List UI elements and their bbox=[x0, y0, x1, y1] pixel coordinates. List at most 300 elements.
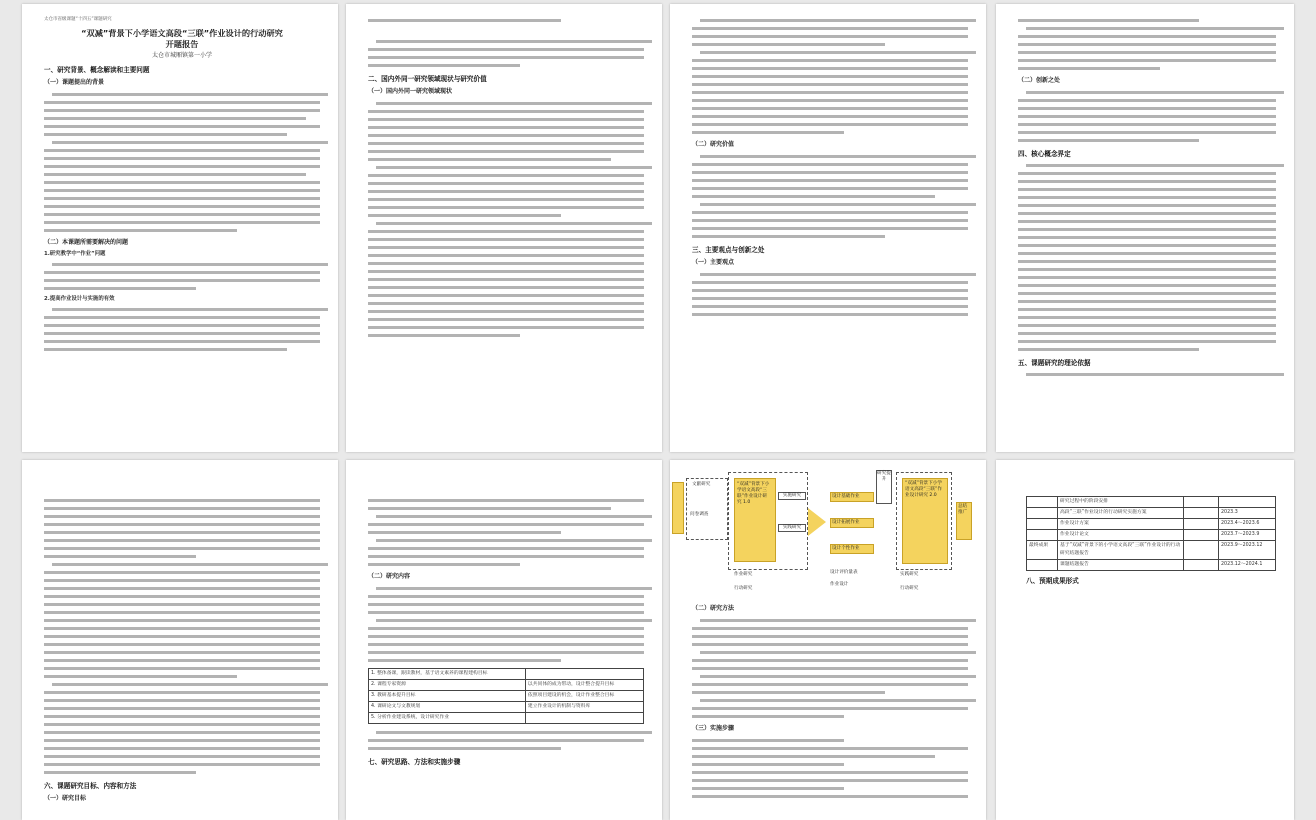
text-line bbox=[368, 496, 644, 504]
text-line bbox=[44, 720, 320, 728]
text-line bbox=[1018, 313, 1276, 321]
subsection-heading: （三）实施步骤 bbox=[692, 725, 735, 732]
text-line bbox=[368, 528, 644, 536]
text-line bbox=[692, 616, 968, 624]
text-line bbox=[692, 640, 968, 648]
text-line bbox=[44, 313, 320, 321]
text-line bbox=[44, 218, 320, 226]
text-line bbox=[44, 624, 320, 632]
text-line bbox=[44, 162, 320, 170]
text-line bbox=[368, 307, 644, 315]
text-line bbox=[368, 648, 644, 656]
text-line bbox=[44, 321, 320, 329]
doc-author: 太仓市城厢镇第一小学 bbox=[151, 52, 212, 59]
table-cell: 基于“双减”背景下的小学语文高段“三联”作业设计的行动研究结题报告 bbox=[1058, 541, 1184, 560]
text-line bbox=[692, 688, 968, 696]
text-line bbox=[44, 752, 320, 760]
text-line bbox=[44, 632, 320, 640]
text-line bbox=[368, 219, 644, 227]
table-cell: 5. 分析作业建设系统，设计研究作业 bbox=[369, 713, 526, 724]
table-row bbox=[1027, 541, 1276, 560]
section-heading: 四、核心概念界定 bbox=[1018, 150, 1071, 158]
text-line bbox=[1018, 233, 1276, 241]
flow-diagram bbox=[670, 468, 986, 598]
text-line bbox=[692, 40, 968, 48]
table-row bbox=[1027, 530, 1276, 541]
text-line bbox=[368, 267, 644, 275]
text-line bbox=[368, 123, 644, 131]
table-cell bbox=[1184, 497, 1219, 508]
text-line bbox=[1018, 265, 1276, 273]
text-line bbox=[1018, 48, 1276, 56]
table-row bbox=[1027, 560, 1276, 571]
text-line bbox=[368, 155, 644, 163]
text-line bbox=[368, 107, 644, 115]
text-line bbox=[44, 226, 320, 234]
table-cell: 1. 整体备课，跟读教材，基于语文素养的课程建构目标 bbox=[369, 669, 526, 680]
text-line bbox=[44, 178, 320, 186]
text-line bbox=[368, 736, 644, 744]
text-line bbox=[44, 592, 320, 600]
text-line bbox=[368, 211, 644, 219]
text-line bbox=[368, 299, 644, 307]
document-page-2 bbox=[346, 4, 662, 452]
text-line bbox=[692, 200, 968, 208]
text-line bbox=[368, 640, 644, 648]
text-line bbox=[44, 154, 320, 162]
text-line bbox=[368, 251, 644, 259]
text-line bbox=[368, 37, 644, 45]
text-line bbox=[44, 576, 320, 584]
text-line bbox=[44, 616, 320, 624]
text-line bbox=[44, 672, 320, 680]
text-line bbox=[368, 131, 644, 139]
diagram-bottom-label: 设计评价量表 bbox=[830, 570, 858, 575]
document-page-6 bbox=[346, 460, 662, 820]
text-line bbox=[368, 560, 644, 568]
text-line bbox=[44, 186, 320, 194]
diagram-bottom-label: 作业研究 bbox=[734, 572, 753, 577]
table-row bbox=[1027, 519, 1276, 530]
text-line bbox=[1018, 64, 1276, 72]
text-line bbox=[1018, 370, 1276, 378]
table-cell: 最终成果 bbox=[1027, 541, 1058, 560]
item-heading: 1.研究教学中“作业”问题 bbox=[44, 251, 106, 257]
text-line bbox=[368, 584, 644, 592]
text-line bbox=[1018, 24, 1276, 32]
text-line bbox=[44, 504, 320, 512]
content-table bbox=[368, 668, 644, 724]
text-line bbox=[692, 96, 968, 104]
text-line bbox=[692, 16, 968, 24]
text-line bbox=[692, 776, 968, 784]
text-line bbox=[44, 106, 320, 114]
diagram-mid-item: 实践研究 bbox=[778, 524, 806, 532]
text-line bbox=[368, 315, 644, 323]
text-line bbox=[692, 176, 968, 184]
document-page-8 bbox=[996, 460, 1294, 820]
diagram-mid-item: 实施研究 bbox=[778, 492, 806, 500]
text-line bbox=[692, 712, 968, 720]
table-cell: 依照项目建设的机会，设计作业整合目标 bbox=[525, 691, 643, 702]
text-line bbox=[1018, 337, 1276, 345]
subsection-heading: （一）主要观点 bbox=[692, 259, 735, 266]
text-line bbox=[44, 284, 320, 292]
diagram-center-text: “双减”背景下小学语文高段“三联”作业设计研究 1.0 bbox=[737, 482, 770, 505]
text-line bbox=[368, 600, 644, 608]
table-cell: 建立作业设计的机制与资料库 bbox=[525, 702, 643, 713]
section-heading: 六、课题研究目标、内容和方法 bbox=[44, 782, 137, 790]
text-line bbox=[368, 171, 644, 179]
text-line bbox=[1018, 185, 1276, 193]
text-line bbox=[368, 115, 644, 123]
text-line bbox=[1018, 281, 1276, 289]
document-page-1 bbox=[22, 4, 338, 452]
text-line bbox=[44, 536, 320, 544]
text-line bbox=[1018, 329, 1276, 337]
table-cell bbox=[525, 713, 643, 724]
text-line bbox=[44, 696, 320, 704]
text-line bbox=[692, 56, 968, 64]
text-line bbox=[44, 337, 320, 345]
text-line bbox=[368, 195, 644, 203]
subsection-heading: （一）课题提出的背景 bbox=[44, 79, 105, 86]
table-row bbox=[369, 691, 644, 702]
diagram-left-group bbox=[686, 478, 728, 540]
table-cell bbox=[1027, 530, 1058, 541]
item-heading bbox=[368, 27, 644, 35]
text-line bbox=[1018, 305, 1276, 313]
diagram-bottom-label: 行动研究 bbox=[734, 586, 753, 591]
document-page-7 bbox=[670, 460, 986, 820]
text-line bbox=[44, 688, 320, 696]
section-heading: 五、课题研究的理论依据 bbox=[1018, 359, 1091, 367]
text-line bbox=[368, 744, 644, 752]
text-line bbox=[1018, 16, 1276, 24]
text-line bbox=[692, 128, 968, 136]
text-line bbox=[44, 138, 320, 146]
text-line bbox=[692, 184, 968, 192]
text-line bbox=[368, 552, 644, 560]
text-line bbox=[368, 616, 644, 624]
text-line bbox=[44, 544, 320, 552]
diagram-right-item: 设计基础作业 bbox=[830, 492, 874, 502]
text-line bbox=[692, 294, 968, 302]
table-cell bbox=[1219, 497, 1276, 508]
table-row bbox=[369, 702, 644, 713]
subsection-heading: （二）研究方法 bbox=[692, 605, 735, 612]
diagram-arrow bbox=[808, 508, 826, 536]
text-line bbox=[692, 696, 968, 704]
text-line bbox=[44, 305, 320, 313]
page-header: 太仓市省级课题“十四五”课题研究 bbox=[44, 17, 112, 22]
table-row bbox=[369, 713, 644, 724]
text-line bbox=[44, 608, 320, 616]
text-line bbox=[44, 496, 320, 504]
diagram-bottom-label: 实践研究 bbox=[900, 572, 919, 577]
text-line bbox=[44, 656, 320, 664]
table-cell: 以共同体的成为带动，设计整合提升目标 bbox=[525, 680, 643, 691]
diagram-top-right: 研究提升 bbox=[876, 470, 892, 504]
text-line bbox=[692, 744, 968, 752]
text-line bbox=[44, 512, 320, 520]
text-line bbox=[692, 768, 968, 776]
table-cell bbox=[1184, 530, 1219, 541]
text-line bbox=[44, 130, 320, 138]
table-row bbox=[1027, 497, 1276, 508]
text-line bbox=[44, 728, 320, 736]
text-line bbox=[44, 640, 320, 648]
diagram-left-label: 文献研究 bbox=[692, 482, 711, 487]
text-line bbox=[368, 187, 644, 195]
text-line bbox=[44, 560, 320, 568]
text-line bbox=[1018, 225, 1276, 233]
text-line bbox=[44, 600, 320, 608]
text-line bbox=[1018, 249, 1276, 257]
text-line bbox=[44, 98, 320, 106]
table-cell bbox=[525, 669, 643, 680]
text-line bbox=[368, 45, 644, 53]
text-line bbox=[1018, 104, 1276, 112]
document-page-3 bbox=[670, 4, 986, 452]
text-line bbox=[692, 72, 968, 80]
text-line bbox=[44, 552, 320, 560]
text-line bbox=[692, 680, 968, 688]
text-line bbox=[1018, 193, 1276, 201]
section-heading: 二、国内外同一研究领域现状与研究价值 bbox=[368, 75, 487, 83]
text-line bbox=[44, 329, 320, 337]
text-line bbox=[368, 99, 644, 107]
table-cell bbox=[1027, 560, 1058, 571]
text-line bbox=[368, 61, 644, 69]
text-line bbox=[1018, 209, 1276, 217]
text-line bbox=[692, 80, 968, 88]
text-line bbox=[368, 632, 644, 640]
text-line bbox=[1018, 169, 1276, 177]
section-heading: 八、预期成果形式 bbox=[1026, 577, 1079, 585]
text-line bbox=[44, 528, 320, 536]
text-line bbox=[692, 760, 968, 768]
text-line bbox=[44, 170, 320, 178]
diagram-right-item: 设计拓展作业 bbox=[830, 518, 874, 528]
table-cell: 课题结题报告 bbox=[1058, 560, 1184, 571]
text-line bbox=[368, 16, 644, 24]
table-cell: 高段“三联”作业设计的行动研究实施方案 bbox=[1058, 508, 1184, 519]
text-line bbox=[44, 768, 320, 776]
text-line bbox=[692, 152, 968, 160]
text-line bbox=[44, 146, 320, 154]
text-line bbox=[368, 608, 644, 616]
text-line bbox=[44, 760, 320, 768]
text-line bbox=[44, 584, 320, 592]
text-line bbox=[368, 331, 644, 339]
text-line bbox=[692, 168, 968, 176]
text-line bbox=[1018, 345, 1276, 353]
text-line bbox=[692, 192, 968, 200]
text-line bbox=[692, 704, 968, 712]
text-line bbox=[692, 120, 968, 128]
section-heading: 一、研究背景、概念解读和主要问题 bbox=[44, 66, 150, 74]
text-line bbox=[692, 216, 968, 224]
text-line bbox=[368, 323, 644, 331]
text-line bbox=[368, 147, 644, 155]
text-line bbox=[44, 568, 320, 576]
text-line bbox=[692, 792, 968, 800]
table-cell: 2. 课程专家资源 bbox=[369, 680, 526, 691]
text-line bbox=[44, 194, 320, 202]
table-cell: 3. 教研基本提升目标 bbox=[369, 691, 526, 702]
text-line bbox=[368, 504, 644, 512]
diagram-right-center: “双减”背景下小学语文高段“三联”作业设计研究 2.0 bbox=[902, 478, 948, 564]
text-line bbox=[692, 224, 968, 232]
table-cell: 2023.12～2024.1 bbox=[1219, 560, 1276, 571]
item-heading: 2.提高作业设计与实施的有效 bbox=[44, 296, 115, 302]
text-line bbox=[44, 202, 320, 210]
text-line bbox=[44, 736, 320, 744]
text-line bbox=[44, 268, 320, 276]
text-line bbox=[44, 648, 320, 656]
text-line bbox=[368, 728, 644, 736]
text-line bbox=[692, 32, 968, 40]
text-line bbox=[692, 656, 968, 664]
subsection-heading: （一）国内外同一研究领域现状 bbox=[368, 88, 453, 95]
text-line bbox=[1018, 241, 1276, 249]
table-cell: 2023.4～2023.6 bbox=[1219, 519, 1276, 530]
text-line bbox=[692, 208, 968, 216]
text-line bbox=[44, 680, 320, 688]
text-line bbox=[368, 227, 644, 235]
table-cell: 2023.3 bbox=[1219, 508, 1276, 519]
text-line bbox=[692, 752, 968, 760]
text-line bbox=[692, 648, 968, 656]
text-line bbox=[692, 104, 968, 112]
diagram-left-bar bbox=[672, 482, 684, 534]
subsection-heading: （一）研究目标 bbox=[44, 795, 87, 802]
section-heading: 三、主要观点与创新之处 bbox=[692, 246, 765, 254]
table-cell: 2023.9～2023.12 bbox=[1219, 541, 1276, 560]
table-cell: 作业设计论文 bbox=[1058, 530, 1184, 541]
text-line bbox=[368, 53, 644, 61]
text-line bbox=[1018, 96, 1276, 104]
text-line bbox=[692, 160, 968, 168]
text-line bbox=[1018, 161, 1276, 169]
text-line bbox=[368, 179, 644, 187]
text-line bbox=[368, 243, 644, 251]
text-line bbox=[692, 278, 968, 286]
diagram-bottom-label: 行动研究 bbox=[900, 586, 919, 591]
table-cell bbox=[1184, 541, 1219, 560]
text-line bbox=[1018, 289, 1276, 297]
text-line bbox=[44, 210, 320, 218]
table-cell bbox=[1027, 497, 1058, 508]
text-line bbox=[692, 672, 968, 680]
table-cell: 研究过程中的阶段安排 bbox=[1058, 497, 1184, 508]
doc-title-line2: 开题报告 bbox=[165, 39, 199, 49]
text-line bbox=[368, 235, 644, 243]
text-line bbox=[1018, 40, 1276, 48]
diagram-bottom-label: 作业设计 bbox=[830, 582, 849, 587]
text-line bbox=[692, 784, 968, 792]
timeline-table bbox=[1026, 496, 1276, 571]
subsection-heading: （二）研究内容 bbox=[368, 573, 411, 580]
text-line bbox=[692, 310, 968, 318]
text-line bbox=[1018, 120, 1276, 128]
document-page-5 bbox=[22, 460, 338, 820]
text-line bbox=[44, 276, 320, 284]
text-line bbox=[692, 736, 968, 744]
table-cell: 4. 课研论文与文教规划 bbox=[369, 702, 526, 713]
table-cell bbox=[1184, 560, 1219, 571]
text-line bbox=[368, 544, 644, 552]
text-line bbox=[692, 302, 968, 310]
text-line bbox=[692, 270, 968, 278]
section-heading: 七、研究思路、方法和实施步骤 bbox=[368, 758, 461, 766]
text-line bbox=[1018, 257, 1276, 265]
text-line bbox=[44, 712, 320, 720]
text-line bbox=[1018, 112, 1276, 120]
text-line bbox=[1018, 201, 1276, 209]
text-line bbox=[1018, 32, 1276, 40]
table-cell: 作业设计方案 bbox=[1058, 519, 1184, 530]
subsection-heading: （二）研究价值 bbox=[692, 141, 735, 148]
text-line bbox=[368, 291, 644, 299]
text-line bbox=[368, 624, 644, 632]
text-line bbox=[368, 520, 644, 528]
table-cell bbox=[1184, 519, 1219, 530]
text-line bbox=[1018, 177, 1276, 185]
table-cell bbox=[1184, 508, 1219, 519]
table-cell bbox=[1027, 519, 1058, 530]
table-cell: 2023.7～2023.9 bbox=[1219, 530, 1276, 541]
text-line bbox=[368, 656, 644, 664]
table-row bbox=[1027, 508, 1276, 519]
text-line bbox=[368, 536, 644, 544]
text-line bbox=[1018, 273, 1276, 281]
text-line bbox=[44, 90, 320, 98]
text-line bbox=[1018, 56, 1276, 64]
text-line bbox=[692, 64, 968, 72]
text-line bbox=[368, 203, 644, 211]
text-line bbox=[692, 664, 968, 672]
text-line bbox=[368, 259, 644, 267]
table-row bbox=[369, 669, 644, 680]
text-line bbox=[44, 520, 320, 528]
text-line bbox=[368, 275, 644, 283]
text-line bbox=[1018, 128, 1276, 136]
text-line bbox=[368, 163, 644, 171]
doc-title: “双减”背景下小学语文高段“三联”作业设计的行动研究 bbox=[81, 28, 283, 38]
text-line bbox=[1018, 297, 1276, 305]
table-row bbox=[369, 680, 644, 691]
text-line bbox=[692, 48, 968, 56]
document-page-4 bbox=[996, 4, 1294, 452]
text-line bbox=[1018, 321, 1276, 329]
table-cell bbox=[1027, 508, 1058, 519]
text-line bbox=[44, 744, 320, 752]
text-line bbox=[368, 512, 644, 520]
text-line bbox=[368, 139, 644, 147]
text-line bbox=[44, 345, 320, 353]
diagram-left-label: 问卷调查 bbox=[690, 512, 709, 517]
text-line bbox=[692, 286, 968, 294]
text-line bbox=[692, 232, 968, 240]
text-line bbox=[692, 24, 968, 32]
text-line bbox=[692, 112, 968, 120]
text-line bbox=[44, 260, 320, 268]
subsection-heading: （二）创新之处 bbox=[1018, 77, 1061, 84]
text-line bbox=[44, 114, 320, 122]
text-line bbox=[1018, 136, 1276, 144]
